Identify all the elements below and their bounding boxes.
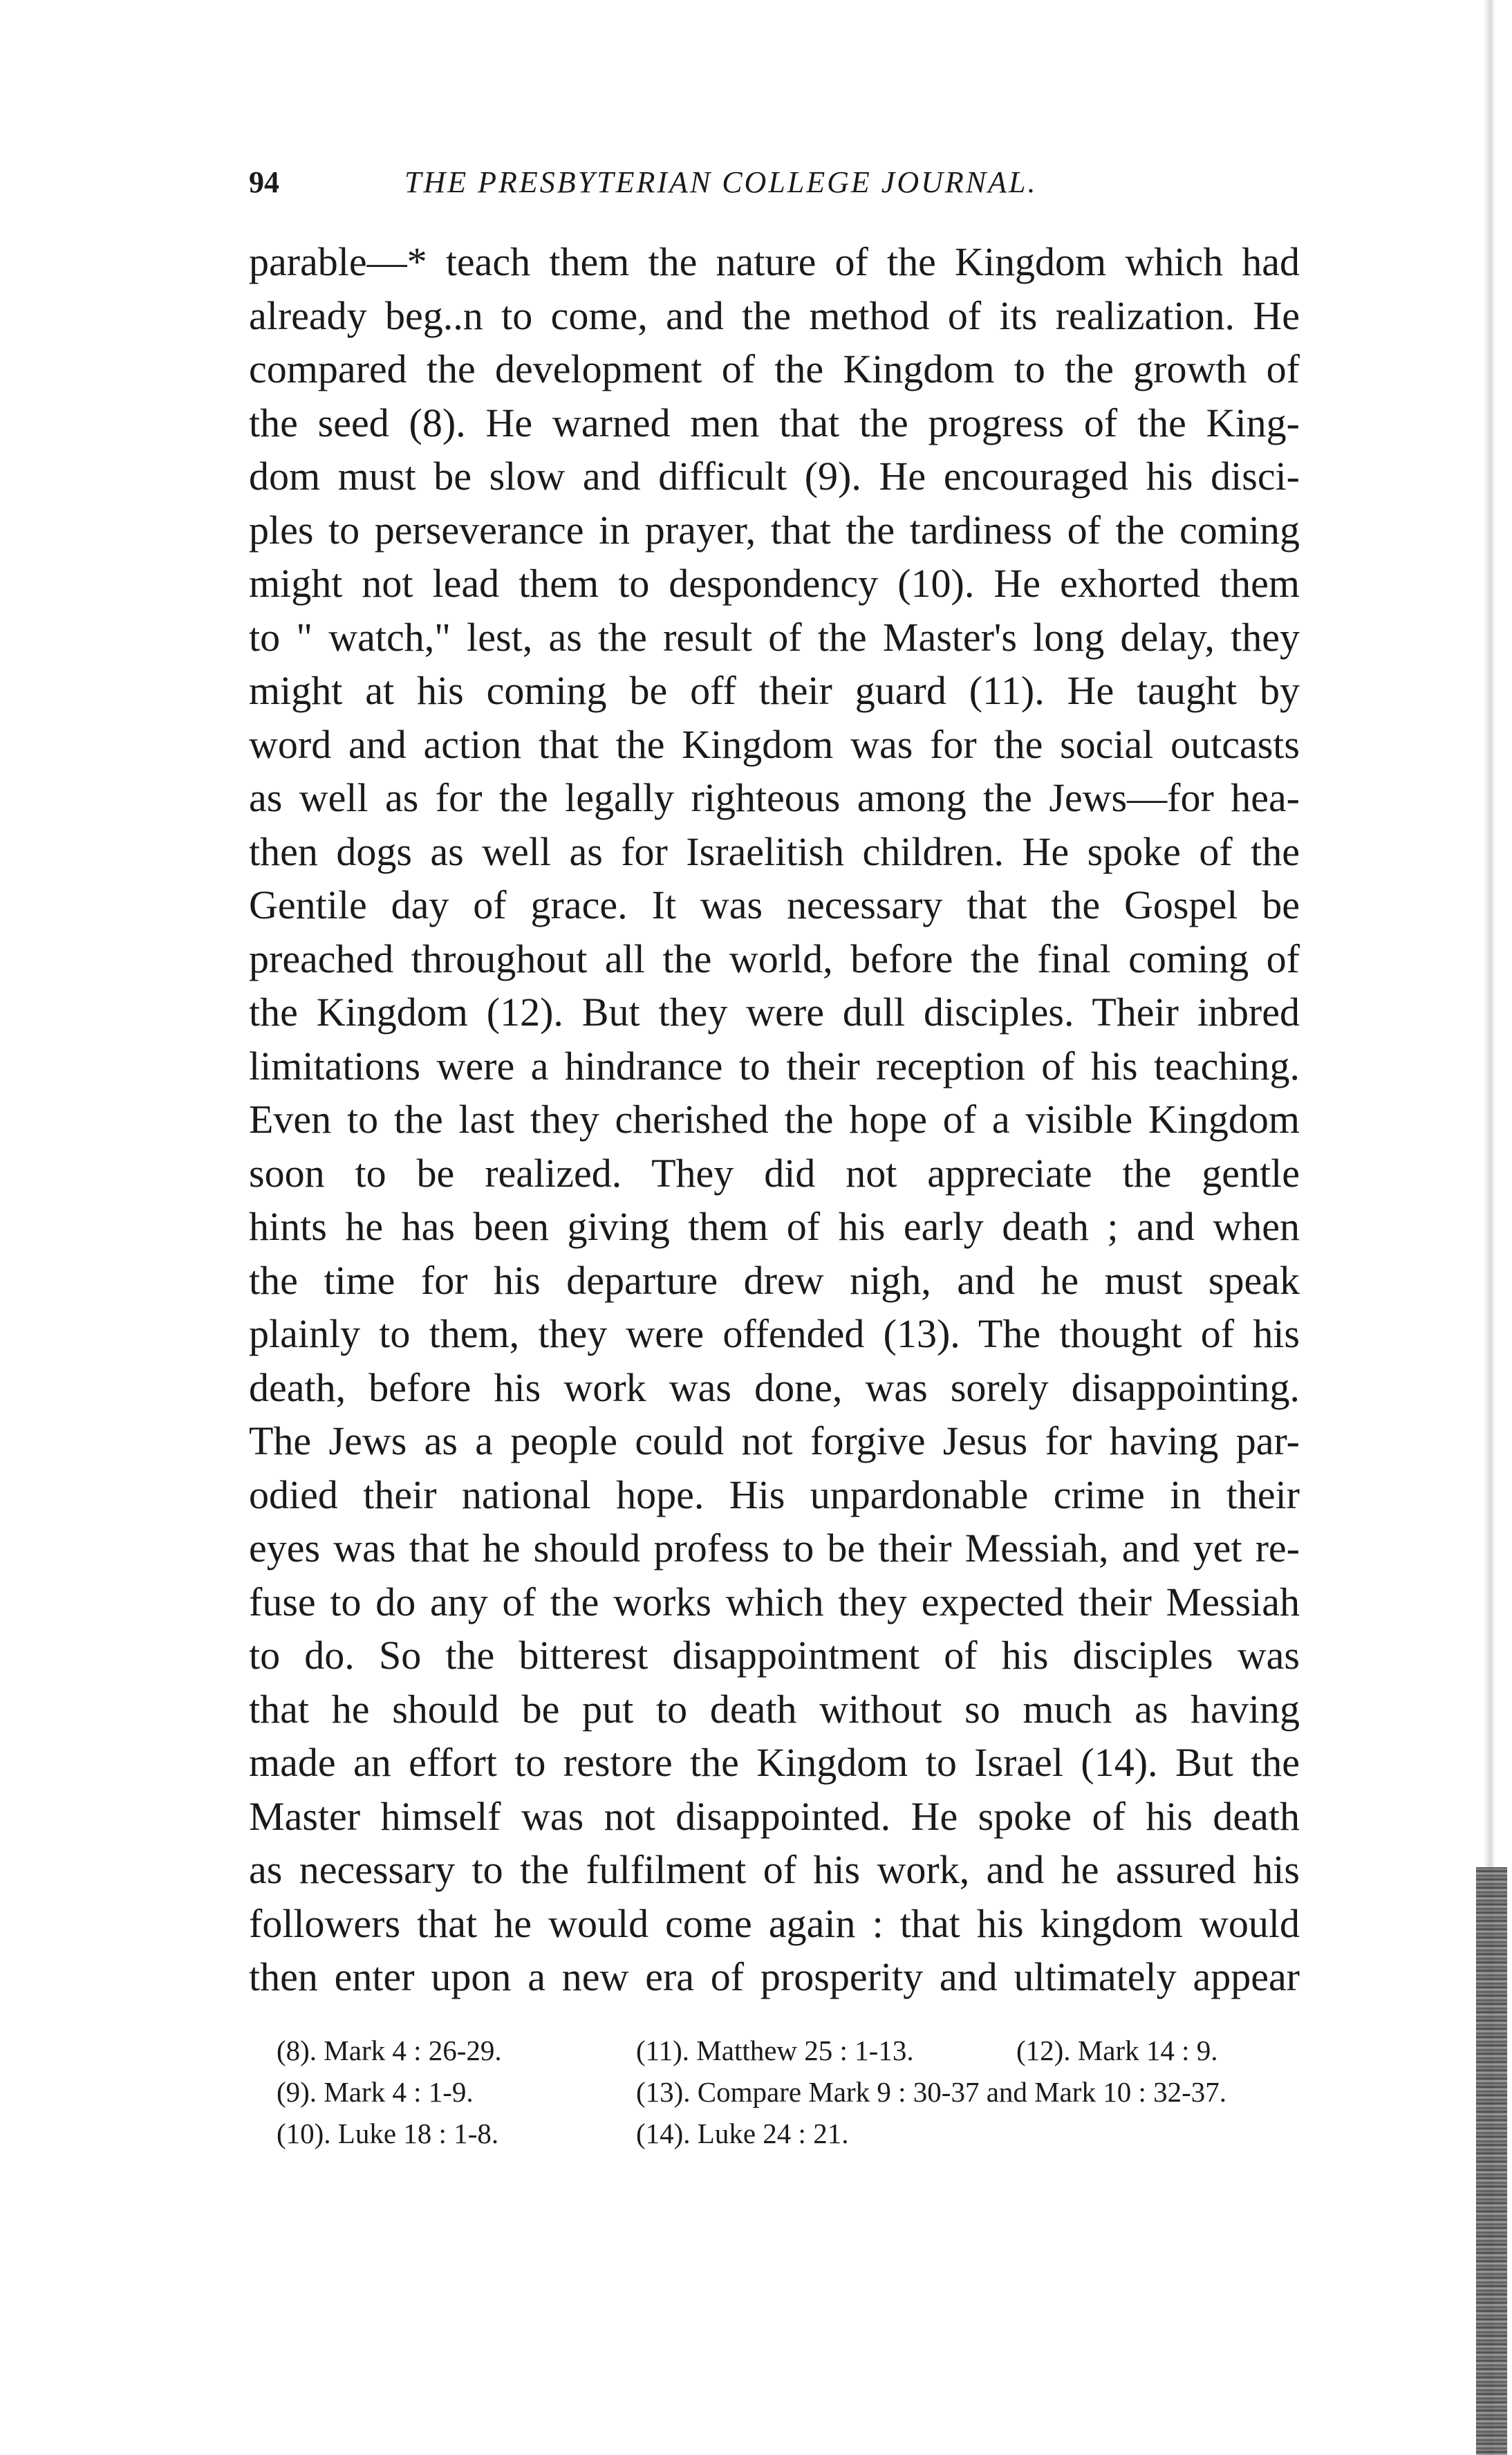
text-line: Even to the last they cherished the hope of a visible Kingdom <box>249 1097 1300 1142</box>
text-line: compared the development of the Kingdom to the growth of <box>249 346 1300 391</box>
text-line: followers that he would come again : that his kingdom would <box>249 1900 1300 1946</box>
text-line: The Jews as a people could not forgive Jesus for having par- <box>249 1418 1300 1463</box>
footnote-13: (13). Compare Mark 9 : 30-37 and Mark 10 : 32-37. <box>636 2076 1226 2108</box>
page-number: 94 <box>249 165 279 199</box>
text-line: death, before his work was done, was sorely disappointing. <box>249 1364 1300 1410</box>
text-line: word and action that the Kingdom was for the social outcasts <box>249 721 1300 767</box>
text-line: that he should be put to death without so much as having <box>249 1686 1300 1732</box>
footnote-row <box>277 2113 1300 2154</box>
text-line: odied their national hope. His unpardonable crime in their <box>249 1472 1300 1517</box>
text-line: parable—* teach them the nature of the Kingdom which had <box>249 239 1300 284</box>
text-line: dom must be slow and difficult (9). He encouraged his disci- <box>249 454 1300 499</box>
text-line: might at his coming be off their guard (11). He taught by <box>249 668 1300 713</box>
page-header <box>249 165 1300 213</box>
footnote-14: (14). Luke 24 : 21. <box>636 2118 849 2149</box>
running-title: THE PRESBYTERIAN COLLEGE JOURNAL. <box>404 165 1038 199</box>
footnote-12: (12). Mark 14 : 9. <box>1016 2035 1218 2066</box>
text-line: eyes was that he should profess to be their Messiah, and yet re- <box>249 1526 1300 1571</box>
text-line: plainly to them, they were offended (13). The thought of his <box>249 1311 1300 1356</box>
text-line: as well as for the legally righteous among the Jews—for hea- <box>249 775 1300 820</box>
footnotes <box>277 2030 1300 2154</box>
body-text <box>249 235 1300 2004</box>
text-line: fuse to do any of the works which they expected their Messiah <box>249 1579 1300 1624</box>
text-line: the time for his departure drew nigh, and he must speak <box>249 1257 1300 1303</box>
text-line: soon to be realized. They did not appreciate the gentle <box>249 1150 1300 1196</box>
text-line: as necessary to the fulfilment of his work, and he assured his <box>249 1847 1300 1892</box>
text-line: Master himself was not disappointed. He spoke of his death <box>249 1793 1300 1839</box>
text-line: the seed (8). He warned men that the progress of the King- <box>249 400 1300 445</box>
footnote-10: (10). Luke 18 : 1-8. <box>277 2118 499 2149</box>
text-line: the Kingdom (12). But they were dull disciples. Their inbred <box>249 990 1300 1035</box>
scanned-binding-shadow <box>1476 1867 1507 2455</box>
text-line: then enter upon a new era of prosperity and ultimately appear <box>249 1954 1300 1999</box>
text-line: to do. So the bitterest disappointment of his disciples was <box>249 1633 1300 1678</box>
footnote-row <box>277 2071 1300 2113</box>
footnote-8: (8). Mark 4 : 26-29. <box>277 2035 502 2066</box>
text-line: might not lead them to despondency (10). He exhorted them <box>249 561 1300 606</box>
text-line: made an effort to restore the Kingdom to Israel (14). But the <box>249 1740 1300 1785</box>
footnote-11: (11). Matthew 25 : 1-13. <box>636 2035 914 2066</box>
footnote-row <box>277 2030 1300 2071</box>
text-line: then dogs as well as for Israelitish children. He spoke of the <box>249 828 1300 874</box>
text-line: already beg..n to come, and the method of its realization. He <box>249 293 1300 338</box>
text-line: ples to perseverance in prayer, that the tardiness of the coming <box>249 507 1300 553</box>
text-line: hints he has been giving them of his early death ; and when <box>249 1204 1300 1249</box>
text-line: Gentile day of grace. It was necessary that the Gospel be <box>249 882 1300 927</box>
text-line: preached throughout all the world, before the final coming of <box>249 936 1300 981</box>
text-line: limitations were a hindrance to their reception of his teaching. <box>249 1043 1300 1088</box>
text-line: to " watch," lest, as the result of the Master's long delay, they <box>249 614 1300 660</box>
footnote-9: (9). Mark 4 : 1-9. <box>277 2076 474 2108</box>
